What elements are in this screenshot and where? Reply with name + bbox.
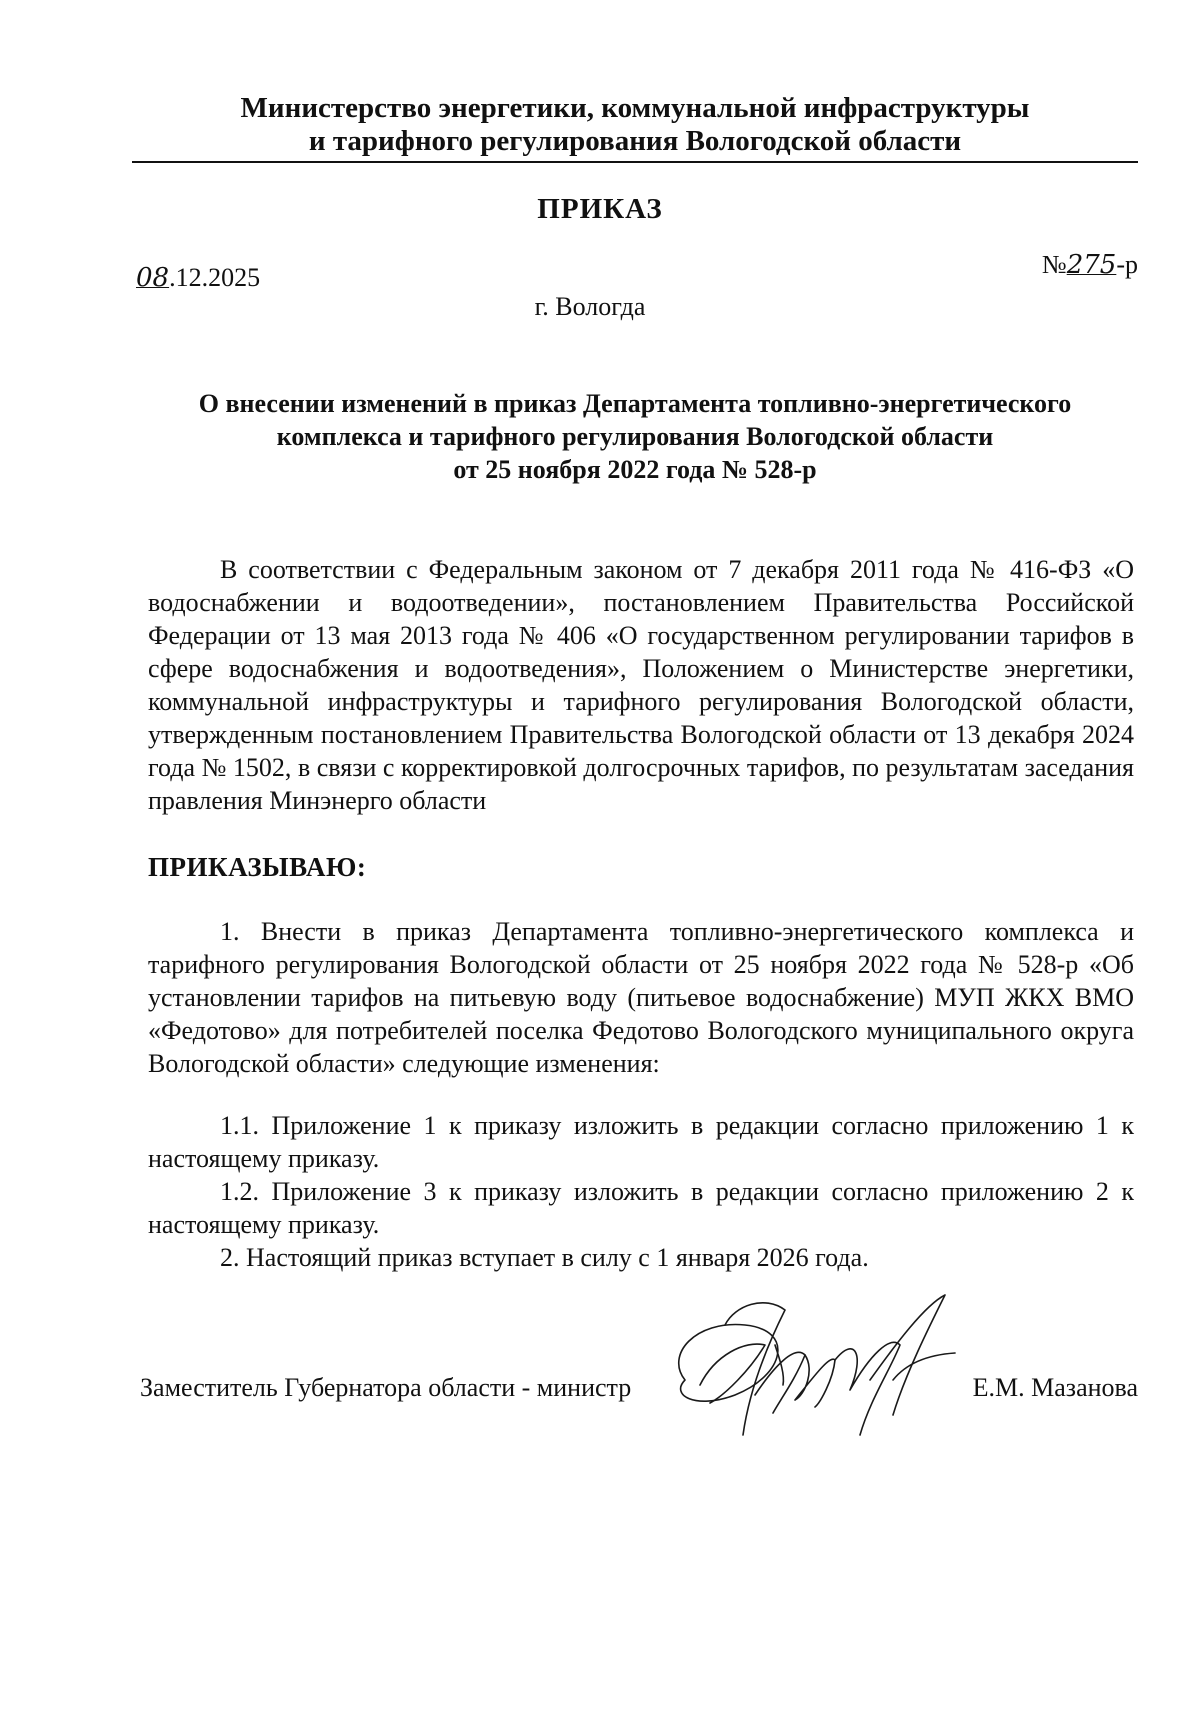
date-handwritten-day: 08 xyxy=(136,263,170,293)
signatory-role: Заместитель Губернатора области - министр xyxy=(140,1373,632,1402)
signatory-name: Е.М. Мазанова xyxy=(972,1373,1138,1402)
ministry-header xyxy=(130,92,1140,158)
title-line-2: комплекса и тарифного регулирования Вологодской области xyxy=(276,422,994,451)
number-suffix: -р xyxy=(1116,250,1138,279)
document-title xyxy=(135,387,1135,486)
order-item-2: 2. Настоящий приказ вступает в силу с 1 января 2026 года. xyxy=(220,1243,869,1272)
title-line-1: О внесении изменений в приказ Департамента топливно-энергетического xyxy=(198,389,1072,418)
order-item-1-1: 1.1. Приложение 1 к приказу изложить в редакции согласно приложению 1 к настоящему приказу. xyxy=(148,1111,1134,1173)
title-line-3: от 25 ноября 2022 года № 528-р xyxy=(453,455,817,484)
header-divider xyxy=(132,161,1138,163)
date-rest: .12.2025 xyxy=(169,263,261,292)
handwritten-signature xyxy=(655,1285,975,1445)
ministry-header-line-2: и тарифного регулирования Вологодской области xyxy=(308,125,962,157)
preamble-paragraph: В соответствии с Федеральным законом от 7 декабря 2011 года № 416-ФЗ «О водоснабжении и водоотведении», постановлением Правительства Российской Федерации от 13 мая 2013 года № 406 «О государственном регулировании тарифов в сфере водоснабжения и водоотведения», Положением о Министерстве энергетики, коммунальной инфраструктуры и тарифного регулирования Вологодской области, утвержденным постановлением Правительства Вологодской области от 13 декабря 2024 года № 1502, в связи с корректировкой долгосрочных тарифов, по результатам заседания правления Минэнерго области xyxy=(148,555,1134,815)
ministry-header-line-1: Министерство энергетики, коммунальной инфраструктуры xyxy=(240,92,1030,124)
document-city: г. Вологда xyxy=(534,292,646,321)
order-item-1-2: 1.2. Приложение 3 к приказу изложить в редакции согласно приложению 2 к настоящему приказу. xyxy=(148,1177,1134,1239)
order-item-1: 1. Внести в приказ Департамента топливно-энергетического комплекса и тарифного регулирования Вологодской области от 25 ноября 2022 года № 528-р «Об установлении тарифов на питьевую воду (питьевое водоснабжение) МУП ЖКХ ВМО «Федотово» для потребителей поселка Федотово Вологодского муниципального округа Вологодской области» следующие изменения: xyxy=(148,917,1134,1078)
document-number xyxy=(1042,250,1138,280)
number-prefix: № xyxy=(1041,250,1067,279)
number-handwritten: 275 xyxy=(1066,250,1117,280)
order-keyword: ПРИКАЗЫВАЮ: xyxy=(148,852,367,882)
document-type: ПРИКАЗ xyxy=(537,193,663,225)
document-date xyxy=(136,263,260,293)
